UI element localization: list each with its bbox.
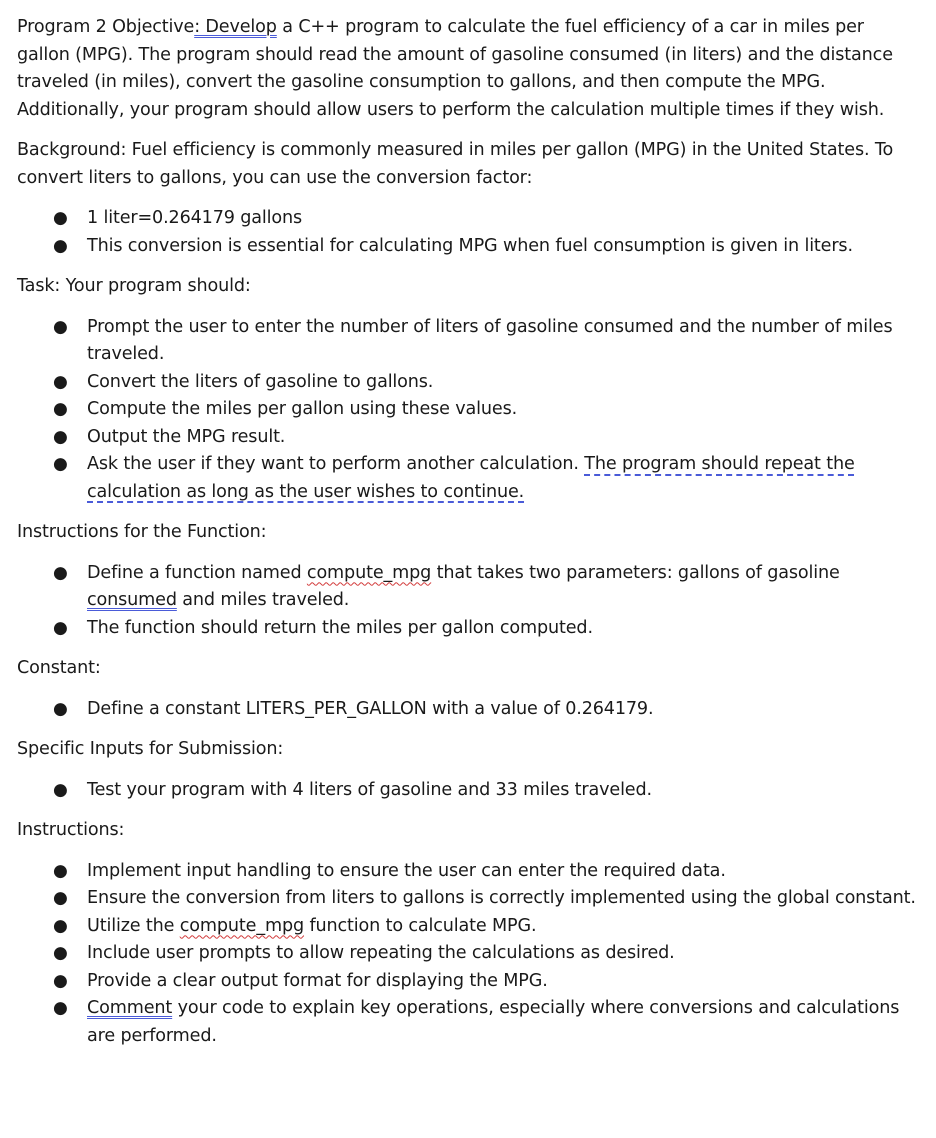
- list-item: ● Comment your code to explain key operations, especially where conversions and calculations are performed.: [17, 995, 922, 1050]
- style-flag-repeat[interactable]: The program should repeat the calculation as long as the user wishes to continue.: [87, 454, 855, 502]
- list-item: ● Convert the liters of gasoline to gallons.: [17, 369, 922, 397]
- bullet-icon: ●: [53, 860, 68, 881]
- document-body: [17, 14, 922, 1063]
- bullet-icon: ●: [53, 208, 68, 228]
- list-item: ● Define a constant LITERS_PER_GALLON with a value of 0.264179.: [17, 696, 922, 724]
- bullet-icon: ●: [53, 779, 68, 800]
- spelling-flag-compute-mpg[interactable]: compute_mpg: [179, 915, 305, 936]
- list-item: ● Define a function named compute_mpg that takes two parameters: gallons of gasoline consumed and miles traveled.: [17, 560, 922, 615]
- list-item: ● Output the MPG result.: [17, 424, 922, 452]
- spelling-flag-compute-mpg[interactable]: compute_mpg: [306, 562, 432, 583]
- background-list: [17, 205, 922, 260]
- grammar-flag-comment[interactable]: Comment: [87, 998, 173, 1018]
- objective-prefix: Program 2 Objective: [17, 17, 195, 37]
- grammar-flag-develop[interactable]: : Develop: [194, 17, 277, 37]
- constant-heading: Constant:: [17, 658, 101, 678]
- list-item: ● The function should return the miles per gallon computed.: [17, 615, 922, 643]
- task-heading: Task: Your program should:: [17, 276, 251, 296]
- bullet-icon: ●: [53, 943, 68, 963]
- list-item: ● Test your program with 4 liters of gasoline and 33 miles traveled.: [17, 777, 922, 805]
- bullet-icon: ●: [53, 998, 68, 1018]
- list-item: ● Provide a clear output format for displaying the MPG.: [17, 968, 922, 996]
- list-item: ● 1 liter=0.264179 gallons: [17, 205, 922, 233]
- list-item: ● This conversion is essential for calculating MPG when fuel consumption is given in liters.: [17, 233, 922, 261]
- objective-text: a C++ program to calculate the fuel efficiency of a car in miles per gallon (MPG). The program should read the amount of gasoline consumed (in liters) and the distance traveled (in miles), convert the gasoline consumption to gallons, and then compute the MPG. Additionally, your program should allow users to perform the calculation multiple times if they wish.: [17, 17, 893, 120]
- inputs-heading: Specific Inputs for Submission:: [17, 739, 284, 759]
- bullet-icon: ●: [53, 316, 68, 337]
- list-item: ● Include user prompts to allow repeating the calculations as desired.: [17, 940, 922, 968]
- bullet-icon: ●: [53, 888, 68, 908]
- bullet-icon: ●: [53, 617, 68, 638]
- list-item: ● Prompt the user to enter the number of liters of gasoline consumed and the number of miles traveled.: [17, 314, 922, 369]
- background-paragraph: Background: Fuel efficiency is commonly measured in miles per gallon (MPG) in the United States. To convert liters to gallons, you can use the conversion factor:: [17, 140, 894, 188]
- function-heading: Instructions for the Function:: [17, 522, 267, 542]
- inputs-list: [17, 777, 922, 805]
- bullet-icon: ●: [53, 562, 68, 583]
- bullet-icon: ●: [53, 970, 68, 991]
- grammar-flag-consumed[interactable]: consumed: [87, 590, 177, 610]
- bullet-icon: ●: [53, 915, 68, 936]
- bullet-icon: ●: [53, 235, 68, 256]
- bullet-icon: ●: [53, 399, 68, 419]
- instructions-list: [17, 858, 922, 1051]
- list-item: ● Ask the user if they want to perform another calculation. The program should repeat the calculation as long as the user wishes to continue.: [17, 451, 922, 506]
- list-item: ● Implement input handling to ensure the user can enter the required data.: [17, 858, 922, 886]
- list-item: ● Utilize the compute_mpg function to calculate MPG.: [17, 913, 922, 941]
- constant-list: [17, 696, 922, 724]
- bullet-icon: ●: [53, 371, 68, 392]
- bullet-icon: ●: [53, 454, 68, 474]
- list-item: ● Compute the miles per gallon using these values.: [17, 396, 922, 424]
- bullet-icon: ●: [53, 426, 68, 447]
- task-list: [17, 314, 922, 507]
- instructions-heading: Instructions:: [17, 820, 125, 840]
- bullet-icon: ●: [53, 698, 68, 719]
- objective-paragraph: [17, 14, 922, 124]
- function-list: [17, 560, 922, 643]
- list-item: ● Ensure the conversion from liters to gallons is correctly implemented using the global constant.: [17, 885, 922, 913]
